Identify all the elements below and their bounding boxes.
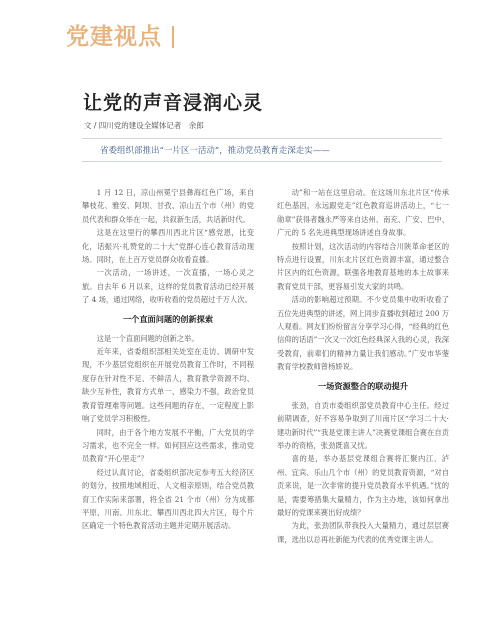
article-title: 让党的声音浸润心灵 [83, 92, 264, 114]
body-paragraph: 活动的影响超过预期。不少党员集中收听收看了五位先进典型的讲述，网上同步直播收到超过 200 万人观看。网友们纷纷留言分享学习心得，“经典的红色信仰的话语”一次又一次红色经典深入我的心灵，我深受教育，前辈们的精神力量让我们感动。”广安市华蓥教育学校教师曾杨娇说。 [277, 295, 449, 372]
body-paragraph: 近年来，省委组织部相关处室在走访、调研中发现，不少基层党组织在开展党员教育工作时，不同程度存在针对性不足、不鲜活人，教育教学资源不均、缺少互补性，教育方式单一、感染力不强，政治党员教育管理难等问题。这些问题的存在，一定程度上影响了党员学习积极性。 [82, 347, 254, 424]
section-heading: 一个直面问题的创新探索 [122, 313, 214, 324]
body-paragraph: 这是一个直面问题的创新之举。 [96, 333, 199, 343]
body-paragraph: 为此，张劲团队带我投入大量精力，通过层层赛课，选出以总再社新能为代表的优秀党课主讲人。 [277, 521, 449, 544]
body-paragraph: 1 月 12 日，凉山州冕宁县彝海红色广场，来自攀枝花、雅安、阿坝、甘孜、凉山五个市（州）的党员代表和群众举在一起，共叙新生活，共话新时代。 [82, 188, 254, 224]
body-paragraph: 按照计划，这次活动的内容结合川陕革命老区的特点进行设置，川东北片区红色资源丰富，通过整合片区内的红色资源，联强各地教育基地的本土故事来教育党员干部，更容易引发大家的共鸣。 [277, 241, 449, 291]
body-paragraph: 经过认真讨论，省委组织部决定参考五大经济区的划分，按照地域相近、人文相亲原则，结合党员教育工作实际来部署，将全省 21 个市（州）分为成都平原、川南、川东北、攀西川西北四大片区，每个片区确定一个特色教育活动主题并定期开展活动。 [82, 467, 254, 531]
right-column [277, 186, 449, 546]
left-column [82, 186, 254, 533]
section-label: 党建视点 [66, 24, 162, 50]
article-subheading: 省委组织部推出“一片区一活动”，推动党员教育走深走实—— [100, 146, 330, 156]
body-paragraph: 动”和一站在这里启动。在这场川东北片区“传承红色基因，永远跟党走”红色教育巡讲活动上，“七一勋章”获得者魏永严等来自达州、南充、广安、巴中、广元的 5 名先进典型现场讲述自身故事。 [277, 188, 449, 238]
body-paragraph: 张劲，自贡市委组织部党员教育中心主任。经过前期调查，好不容易争取到了川南片区“学习二十大·建功新时代”“我是党课主讲人”决赛党课组合赛在自贡举办的资格，张劲既喜又忧。 [277, 400, 449, 450]
subheading-box [82, 138, 442, 162]
section-heading: 一场资源整合的联动提升 [317, 380, 409, 391]
section-divider-bar [172, 26, 174, 48]
body-paragraph: 这是在这里行的攀西川西北片区“感党恩，比变化，话振兴·礼赞党的二十大”党群心连心教育活动现场。同时，在上百万党员群众收看直播。 [82, 228, 254, 265]
body-paragraph: 喜的是，举办基层党课组合赛将汇聚内江、泸州、宜宾、乐山几个市（州）的党员教育资源，“对自贡来说，是一次非常的提升党员教育水平机遇。”忧的是，需要筹措集大量精力，作为主办地，该如何拿出最好的党课来赛出好成绩？ [277, 454, 449, 517]
article-byline: 文 / 四川党的建设全媒体记者 余郎 [84, 121, 204, 130]
body-paragraph: 同时，由于各个地方发展不平衡，广大党员的学习需求，也不完全一样。如何回应这些需求，推动党员教育“开心里走”？ [82, 427, 254, 464]
body-paragraph: 一次活动，一场讲述，一次直播，一场心灵之旅。自去年 6 月以来，这样的党员教育活动已经开展了 4 场，通过网络，收听收看的党员超过千万人次。 [82, 268, 254, 305]
